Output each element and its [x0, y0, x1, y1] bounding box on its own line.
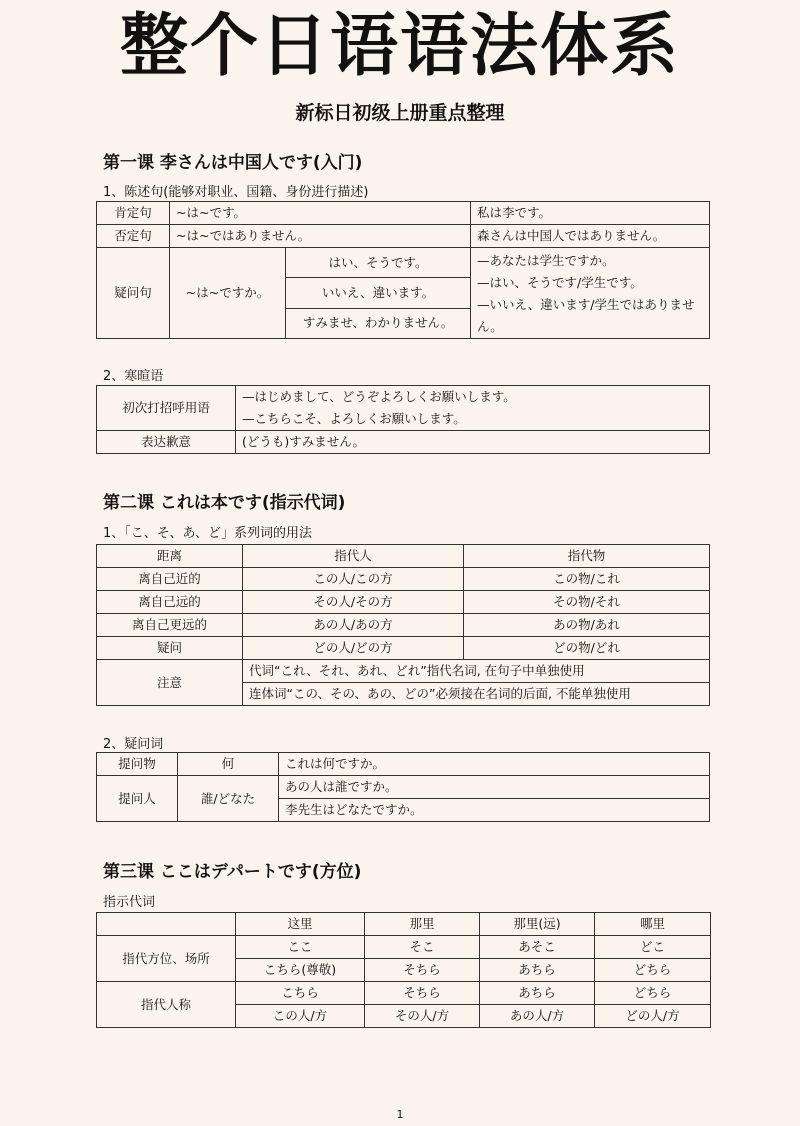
note-line: 连体词“この、その、あの、どの”必须接在名词的后面, 不能单独使用 [243, 683, 710, 706]
table-row [97, 248, 710, 278]
table-cell: こちら [236, 982, 365, 1005]
table-cell: あちら [480, 982, 595, 1005]
apology-label: 表达歉意 [97, 431, 236, 454]
greeting-line: —こちらこそ、よろしくお願いします。 [242, 411, 466, 426]
column-header: 那里 [365, 913, 480, 936]
column-header: 哪里 [595, 913, 711, 936]
column-header: 这里 [236, 913, 365, 936]
table-cell: どちら [595, 982, 711, 1005]
table-cell: その人/方 [365, 1005, 480, 1028]
table-cell: あの人/あの方 [243, 614, 464, 637]
table-cell: そこ [365, 936, 480, 959]
lesson1-sentence-table [96, 201, 710, 339]
table-cell: ここ [236, 936, 365, 959]
table-cell: こちら(尊敬) [236, 959, 365, 982]
note-line: 代词“これ、それ、あれ、どれ”指代名词, 在句子中单独使用 [243, 660, 710, 683]
lesson2-heading: 第二课 これは本です(指示代词) [103, 493, 346, 513]
table-cell: どちら [595, 959, 711, 982]
ask-person-example: 李先生はどなたですか。 [279, 799, 710, 822]
table-cell: あの物/あれ [464, 614, 710, 637]
demonstrative-table [96, 544, 710, 706]
page-number: 1 [396, 1108, 404, 1121]
affirmative-label: 肯定句 [97, 202, 170, 225]
table-cell: 疑问 [97, 637, 243, 660]
table-header-row [97, 913, 711, 936]
question-answer: いいえ、違います。 [286, 278, 471, 308]
table-cell: どの人/どの方 [243, 637, 464, 660]
question-answer: すみませ、わかりません。 [286, 308, 471, 338]
apology-text: (どうも)すみません。 [236, 431, 710, 454]
negative-pattern: ~は~ではありません。 [170, 225, 471, 248]
page-title: 整个日语语法体系 [119, 7, 680, 86]
lesson1-heading: 第一课 李さんは中国人です(入门) [103, 153, 363, 173]
table-cell: 离自己远的 [97, 591, 243, 614]
place-label: 指代方位、场所 [97, 936, 236, 982]
lesson3-section1-label: 指示代词 [103, 895, 156, 910]
table-cell: そちら [365, 959, 480, 982]
column-header: 指代物 [464, 545, 710, 568]
person-label: 指代人称 [97, 982, 236, 1028]
table-row [97, 660, 710, 683]
lesson1-section1-label: 1、陈述句(能够对职业、国籍、身份进行描述) [103, 185, 369, 200]
negative-example: 森さんは中国人ではありません。 [471, 225, 710, 248]
ask-person-word: 誰/どなた [178, 776, 279, 822]
affirmative-example: 私は李です。 [471, 202, 710, 225]
column-header: 距离 [97, 545, 243, 568]
greeting-line: —はじめまして、どうぞよろしくお願いします。 [242, 389, 516, 404]
greeting-table [96, 385, 710, 454]
greeting-label: 初次打招呼用语 [97, 386, 236, 431]
table-cell: この物/これ [464, 568, 710, 591]
question-examples [471, 248, 710, 339]
column-header [97, 913, 236, 936]
table-row [97, 982, 711, 1005]
table-cell: この人/この方 [243, 568, 464, 591]
ask-person-label: 提问人 [97, 776, 178, 822]
table-row [97, 431, 710, 454]
table-row [97, 568, 710, 591]
table-cell: その物/それ [464, 591, 710, 614]
lesson2-section1-label: 1、「こ、そ、あ、ど」系列词的用法 [103, 526, 312, 541]
table-cell: この人/方 [236, 1005, 365, 1028]
table-row [97, 776, 710, 799]
table-cell: そちら [365, 982, 480, 1005]
question-example-line: —あなたは学生ですか。 [477, 253, 615, 268]
ask-thing-label: 提问物 [97, 753, 178, 776]
question-example-line: —いいえ、違います/学生ではありません。 [477, 297, 695, 334]
greeting-lines [236, 386, 710, 431]
table-row [97, 386, 710, 431]
question-label: 疑问句 [97, 248, 170, 339]
lesson2-section2-label: 2、疑问词 [103, 737, 164, 752]
question-word-table [96, 752, 710, 822]
column-header: 指代人 [243, 545, 464, 568]
table-row [97, 202, 710, 225]
page-subtitle: 新标日初级上册重点整理 [295, 102, 505, 124]
table-cell: あの人/方 [480, 1005, 595, 1028]
note-label: 注意 [97, 660, 243, 706]
table-cell: あそこ [480, 936, 595, 959]
table-row [97, 936, 711, 959]
question-pattern: ~は~ですか。 [170, 248, 286, 339]
table-header-row [97, 545, 710, 568]
table-cell: あちら [480, 959, 595, 982]
direction-table [96, 912, 711, 1028]
ask-person-example: あの人は誰ですか。 [279, 776, 710, 799]
lesson3-heading: 第三课 ここはデパートです(方位) [103, 862, 362, 882]
table-row [97, 225, 710, 248]
question-example-line: —はい、そうです/学生です。 [477, 275, 643, 290]
column-header: 那里(远) [480, 913, 595, 936]
table-cell: 离自己更远的 [97, 614, 243, 637]
table-row [97, 591, 710, 614]
table-row [97, 637, 710, 660]
table-cell: どの人/方 [595, 1005, 711, 1028]
lesson1-section2-label: 2、寒暄语 [103, 369, 164, 384]
question-answer: はい、そうです。 [286, 248, 471, 278]
table-cell: どこ [595, 936, 711, 959]
ask-thing-example: これは何ですか。 [279, 753, 710, 776]
ask-thing-word: 何 [178, 753, 279, 776]
table-row [97, 614, 710, 637]
table-row [97, 753, 710, 776]
table-cell: その人/その方 [243, 591, 464, 614]
table-cell: どの物/どれ [464, 637, 710, 660]
table-cell: 离自己近的 [97, 568, 243, 591]
affirmative-pattern: ~は~です。 [170, 202, 471, 225]
negative-label: 否定句 [97, 225, 170, 248]
